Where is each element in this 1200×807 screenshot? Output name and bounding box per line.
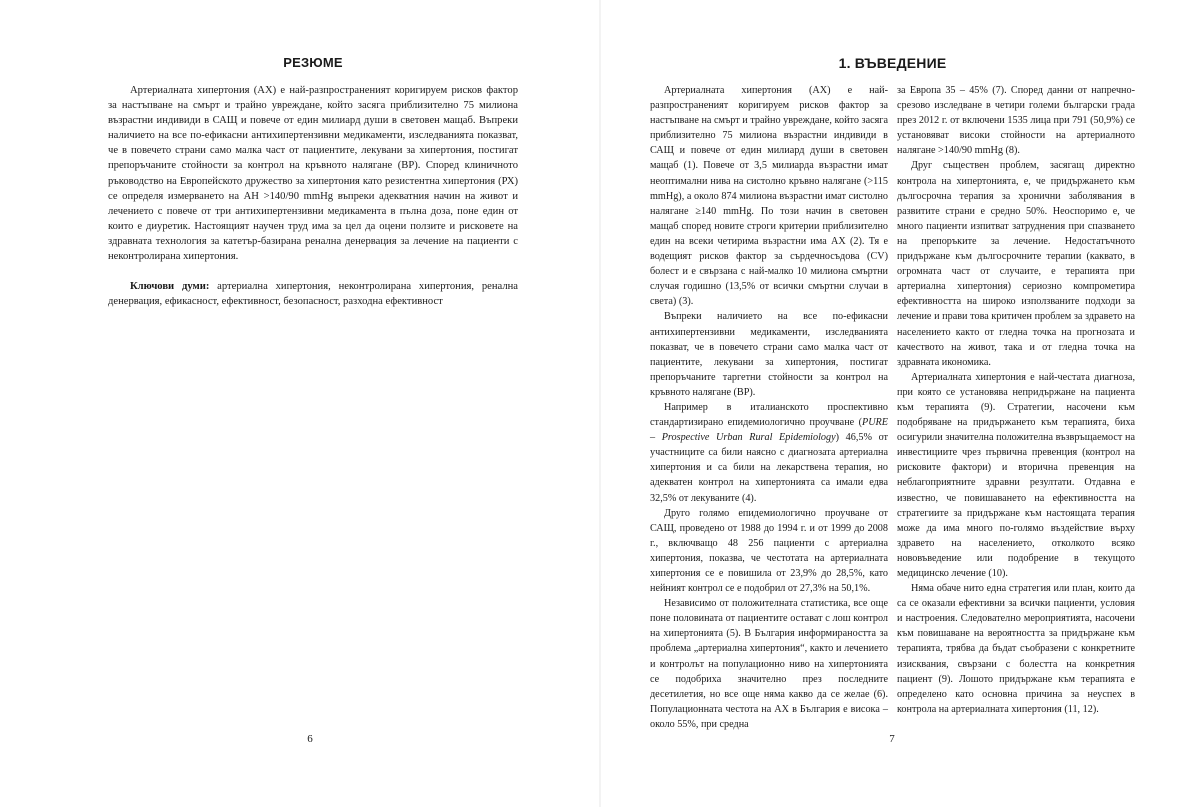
page-number-left: 6 <box>307 733 313 745</box>
introduction-heading: 1. ВЪВЕДЕНИЕ <box>838 55 947 71</box>
column-2 <box>897 83 1135 732</box>
text-columns <box>650 83 1135 732</box>
intro-paragraph-6: Друг съществен проблем, засягащ директно контрола на хипертонията, е, че придържането към дългосрочна терапия за хронични заболявания в развитите страни е средно 50%. Неоспоримо е, че много пациенти изпитват затруднения при спазването на препоръките за лечение. Недостатъчното придържане към дългосрочните терапии (каквато, в огромната част от случаите, е терапията при артериална хипертония) сериозно компрометира ефективността на широко използваните подходи за лечение и прави това критичен проблем за здравето на населението както от гледна точка на прогнозата и качеството на живот, така и от гледна точка на здравната икономика. <box>897 160 1135 368</box>
abstract-paragraph: Артериалната хипертония (АХ) е най-разпространеният коригируем рисков фактор за настъпване на смърт и трайно увреждане, който засяга приблизително 75 милиона възрастни индивиди в САЩ и повече от един милиард души в световен мащаб. Въпреки наличието на все по-ефикасни антихипертензивни медикаменти, изследванията показват, че в повечето страни само малка част от пациентите, лекувани за хипертония, постигат препоръчаните стойности за контрол на кръвното налягане (BP). Според клиничното ръководство на Европейското дружество за хипертония като резистентна хипертония (РХ) се определя измерването на АН >140/90 mmHg въпреки адекватния начин на живот и лечението с повече от три антихипертензивни медикамента в пълна доза, поне един от които е диуретик. Настоящият научен труд има за цел да оцени ползите и рисковете на здравната технология за катетър-базирана ренална денервация за лечение на пациенти с неконтролирана хипертония. <box>108 85 518 263</box>
page-number-right: 7 <box>889 733 895 745</box>
intro-paragraph-5: Независимо от положителната статистика, все още поне половината от пациентите остават с лош контрол на хипертонията (5). В България информираността за проблема „артериална хипертония“, както и лечението и контролът на популационно ниво на хипертонията се подобриха значително през последните десетилетия, но все още няма какво да се желае (6). Популационната честота на АХ в България е висока – около 55%, при средна <box>650 598 888 730</box>
column-1 <box>650 83 888 732</box>
keywords-label: Ключови думи: <box>130 281 210 293</box>
intro-paragraph-3-start: Например в италианското проспективно стандартизирано епидемиологично проучване ( <box>650 401 888 429</box>
study-name-italic: PURE – Prospective Urban Rural Epidemiology <box>650 417 888 444</box>
intro-paragraph-4: Друго голямо епидемиологично проучване от САЩ, проведено от 1988 до 1994 г. и от 1999 до 2008 г., включващо 48 256 пациенти с артериална хипертония, показва, че честотата на артериалната хипертония се е повишила от 23,9% до 28,5%, като нейният контрол се е подобрил от 27,3% на 50,1%. <box>650 507 888 595</box>
intro-paragraph-1: Артериалната хипертония (АХ) е най-разпространеният коригируем рисков фактор за настъпване на смърт и трайно увреждане, който засяга приблизително 75 милиона възрастни индивиди в САЩ и повече от един милиард души в световен мащаб (1). Повече от 3,5 милиарда възрастни имат неоптимални нива на систолно кръвно налягане (>115 mmHg), а около 874 милиона възрастни имат систолно налягане ≥140 mmHg. По този начин в световен мащаб според новите строги критерии приблизително един на всеки четирима възрастни има АХ (2). Тя е водещият рисков фактор за сърдечносъдова (CV) болест и е свързана с най-малко 10 милиона смъртни случая годишно (13,5% от всички смъртни случаи в света) (3). <box>650 85 888 308</box>
intro-paragraph-3-end: ) 46,5% от участниците са били наясно с диагнозата артериална хипертония и са били на лекарствена терапия, но адекватен контрол на хипертонията са имали едва 32,5% от лекуваните (4). <box>650 432 888 504</box>
intro-paragraph-8: Няма обаче нито една стратегия или план, които да са се оказали ефективни за всички пациенти, условия и настроения. Следователно мероприятията, насочени към повишаване на вероятността за придържане към терапията, трябва да бъдат съобразени с конкретните изисквания, свързани с болестта на конкретния пациент (9). Лошото придържане към терапията е определено като основна причина за неуспех в контрола на артериалната хипертония (11, 12). <box>897 583 1135 715</box>
intro-paragraph-3 <box>650 400 888 506</box>
keywords-text: артериална хипертония, неконтролирана хипертония, ренална денервация, ефикасност, ефективност, безопасност, разходна ефективност <box>108 281 518 308</box>
abstract-heading: РЕЗЮМЕ <box>283 55 343 70</box>
intro-paragraph-2: Въпреки наличието на все по-ефикасни антихипертензивни медикаменти, изследванията показват, че в повечето страни само малка част от пациентите, лекувани за хипертония, постигат препоръчаните таргетни стойности за контрол на кръвното налягане (BP). <box>650 311 888 398</box>
intro-paragraph-5-continued: за Европа 35 – 45% (7). Според данни от напречно-срезово изследване в четири големи български града през 2012 г. от включени 1535 лица при 791 (50,9%) се установяват високи стойности на артериалното налягане >140/90 mmHg (8). <box>897 85 1135 157</box>
intro-paragraph-7: Артериалната хипертония е най-честата диагноза, при която се установява непридържане на пациента към терапията (9). Стратегии, насочени към подобряване на придържането към терапията, биха осигурили значителна положителна възвръщаемост на инвестициите чрез първична превенция (контрол на рисковите фактори) и вторична превенция на неблагоприятните здравни резултати. Отдавна е известно, че повишаването на ефективността на стратегиите за придържане към настоящата терапия може да има много по-голямо въздействие върху здравето на населението, отколкото всяко нововъведение или подобрение в текущото медицинско лечение (10). <box>897 371 1135 579</box>
